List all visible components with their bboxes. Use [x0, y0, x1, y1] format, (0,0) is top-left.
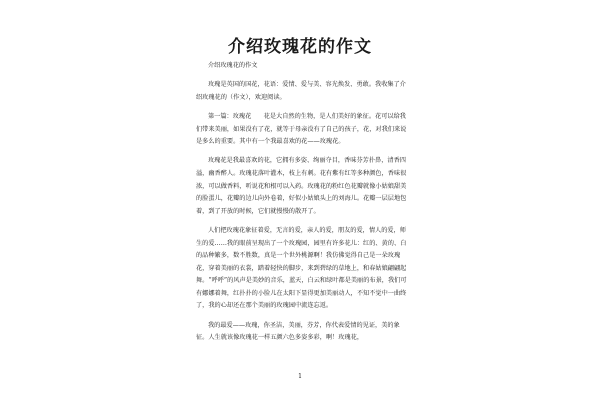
paragraph-symbolism: 人们把玫瑰花象征着爱，无言的爱，亲人的爱，朋友的爱，情人的爱，师生的爱……我的眼前呈现出了一个玫瑰园，园里有许多花儿：红的、黄的、白的品种繁多，数不胜数，真是一个世外桃源啊！我仿佛觉得自己是一朵玫瑰花，穿着美丽的衣裳，踏着轻快的脚步，来到碧绿的草地上，和春姑娘翩翩起舞。“呼呼”的风声是美妙的音乐，蓝天，白云和绿叶都是美丽的布景，我们可有娜娜着舞，红扑扑的小脸儿在太阳下显得更加美丽动人，不知不觉中一曲终了，我的心却还在那个美丽的玫瑰园中流连忘返。: [196, 226, 407, 310]
paragraph-first: 第一篇：玫瑰花 花是大自然的生物，是人们美好的象征。花可以给我们带来美丽，如果没有了花，就等于母亲没有了自己的孩子，花，对我们来说是多么的重要。其中有一个我最喜欢的花——玫瑰花。: [196, 112, 407, 146]
paragraph-conclusion: 我的最爱——玫瑰，你圣洁，美丽，芬芳，你代表爱情的见证，美的象征。人生就该像玫瑰花一样五颜六色多姿多彩，啊！玫瑰花，: [196, 321, 400, 342]
paragraph-description: 玫瑰花是我最喜欢的花，它拥有多姿、绚丽夺目，香味芬芳扑鼻，清香四溢，幽香醉人。玫瑰花落叶灌木，枝上有刺。花有紫有红等多种颜色，香味很浓，可以做香料，听说花和根可以入药。玫瑰花的粉红色花瓣就像小姑娘甜美的脸蛋儿，花瓣的边儿向外卷着，好似小姑娘头上的刘海儿。花瓣一层层地包着，到了开放的时候，它们就慢慢的散开了。: [196, 157, 407, 215]
document-body: [196, 60, 408, 351]
paragraph-intro: 玫瑰是英国的国花，花语：爱情、爱与美、容光焕发、勇敢。我收集了介绍玫瑰花的（作文），欢迎阅读。: [196, 81, 406, 101]
document-title: 介绍玫瑰花的作文: [228, 37, 372, 57]
page-number: 1: [298, 373, 302, 380]
paragraph-subtitle: 介绍玫瑰花的作文: [208, 62, 258, 69]
